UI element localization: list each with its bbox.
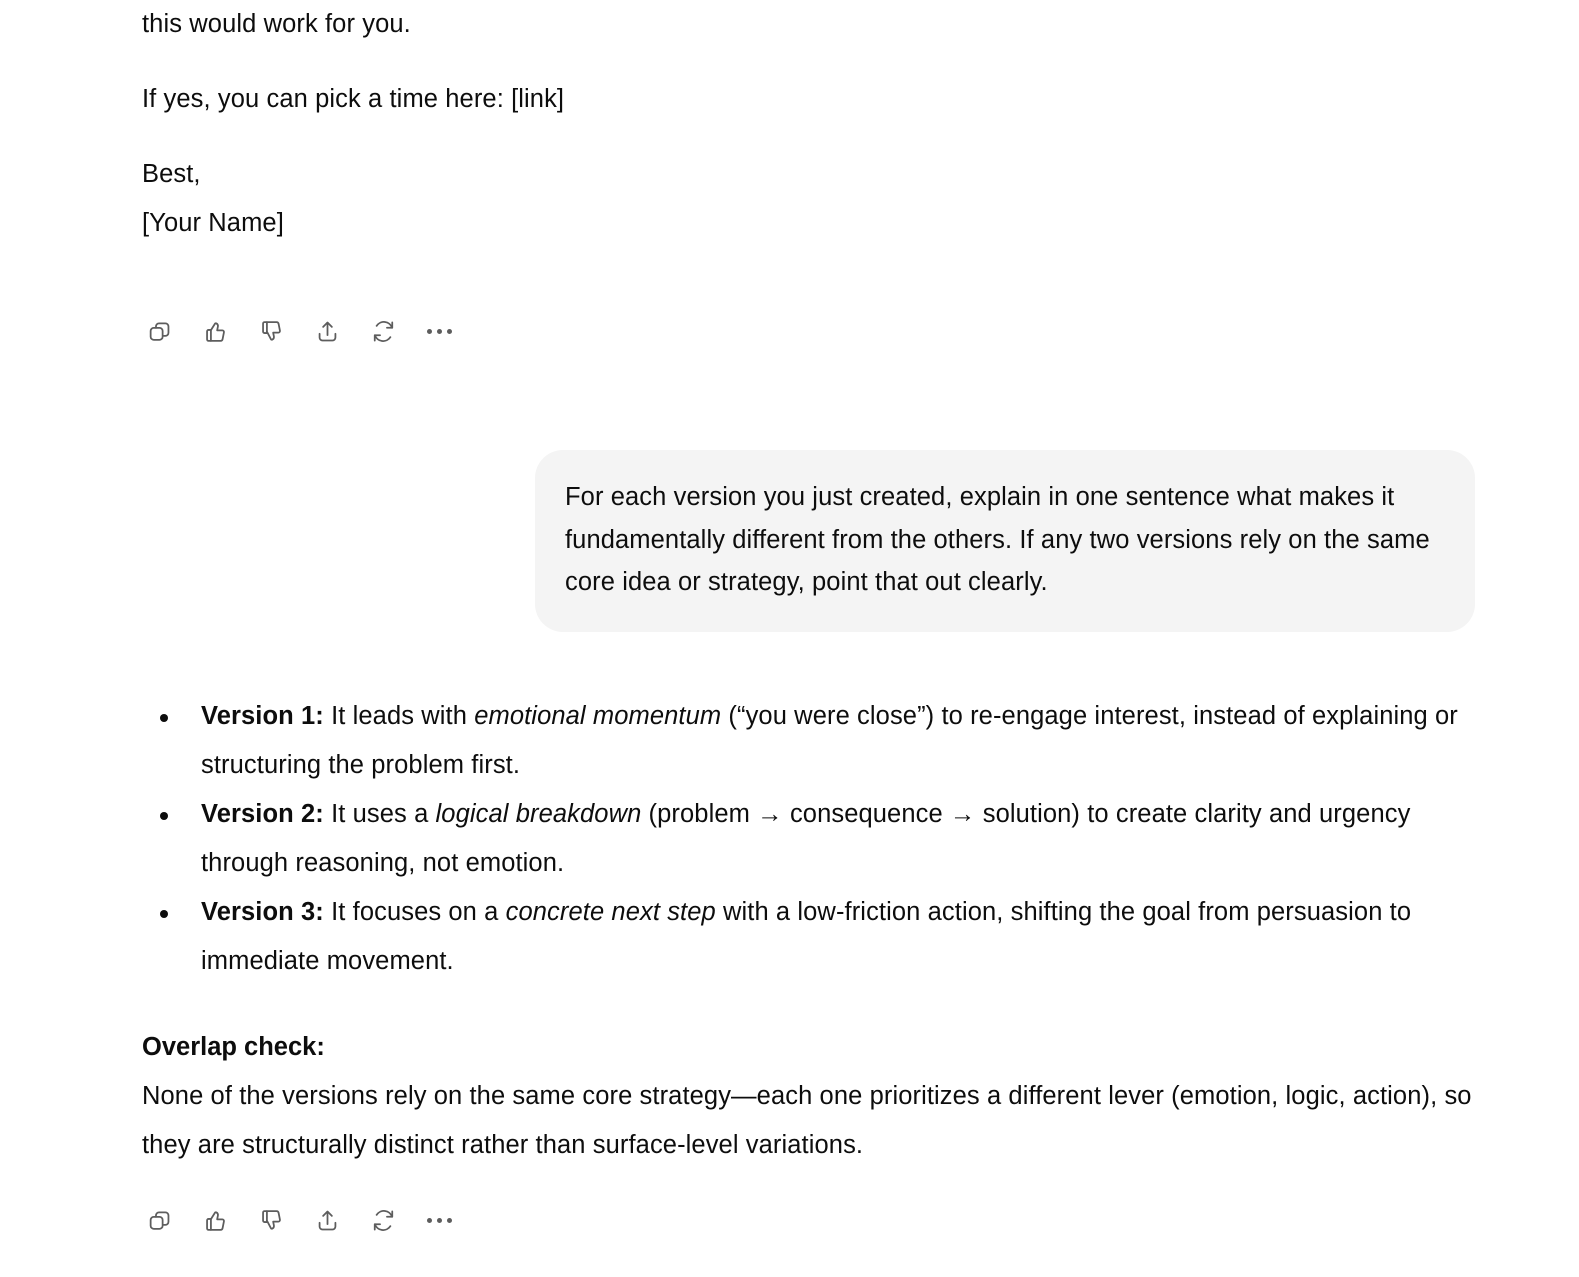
more-horizontal-icon bbox=[427, 1218, 452, 1223]
version-emphasis: logical breakdown bbox=[435, 799, 642, 828]
share-button[interactable] bbox=[310, 314, 344, 348]
thumbs-up-icon bbox=[203, 319, 228, 344]
list-item bbox=[142, 790, 1479, 888]
copy-icon bbox=[147, 319, 172, 344]
regenerate-icon bbox=[371, 319, 396, 344]
version-emphasis: emotional momentum bbox=[474, 701, 722, 730]
version-text-post: (problem → consequence → solution) to create clarity and urgency through reasoning, not emotion. bbox=[201, 799, 1411, 877]
list-item bbox=[142, 888, 1479, 986]
version-text-post: with a low-friction action, shifting the goal from persuasion to immediate movement. bbox=[201, 897, 1412, 975]
share-button[interactable] bbox=[310, 1204, 344, 1238]
copy-button[interactable] bbox=[142, 1204, 176, 1238]
overlap-check-body: None of the versions rely on the same core strategy—each one prioritizes a different lever (emotion, logic, action), so they are structurally distinct rather than surface-level variations. bbox=[142, 1081, 1472, 1159]
assistant-paragraph: If yes, you can pick a time here: [link] bbox=[142, 85, 565, 113]
version-text-pre: It leads with bbox=[323, 701, 475, 730]
more-options-button[interactable] bbox=[422, 1204, 456, 1238]
thumbs-up-button[interactable] bbox=[198, 314, 232, 348]
version-emphasis: concrete next step bbox=[505, 897, 716, 926]
assistant-message-bottom bbox=[0, 692, 1579, 1170]
assistant-signoff bbox=[142, 150, 1479, 248]
thumbs-down-icon bbox=[259, 319, 284, 344]
message-action-bar-bottom bbox=[0, 1198, 1579, 1244]
thumbs-up-icon bbox=[203, 1208, 228, 1233]
thumbs-up-button[interactable] bbox=[198, 1204, 232, 1238]
version-label: Version 3: bbox=[201, 897, 324, 926]
user-message-row bbox=[0, 450, 1579, 632]
more-options-button[interactable] bbox=[422, 314, 456, 348]
list-item bbox=[142, 692, 1479, 790]
signoff-line-1: Best, bbox=[142, 160, 201, 188]
message-action-bar-top bbox=[0, 308, 1579, 354]
version-label: Version 2: bbox=[201, 799, 324, 828]
version-text-pre: It focuses on a bbox=[323, 897, 506, 926]
regenerate-button[interactable] bbox=[366, 1204, 400, 1238]
more-horizontal-icon bbox=[427, 329, 452, 334]
signoff-line-2: [Your Name] bbox=[142, 209, 284, 237]
regenerate-button[interactable] bbox=[366, 314, 400, 348]
user-message-text: For each version you just created, explain in one sentence what makes it fundamentally different from the others. If any two versions rely on the same core idea or strategy, point that out clearly. bbox=[565, 483, 1430, 596]
copy-icon bbox=[147, 1208, 172, 1233]
assistant-paragraph: this would work for you. bbox=[142, 10, 411, 38]
share-upload-icon bbox=[315, 319, 340, 344]
assistant-message-top bbox=[0, 0, 1579, 248]
thumbs-down-button[interactable] bbox=[254, 1204, 288, 1238]
thumbs-down-icon bbox=[259, 1208, 284, 1233]
regenerate-icon bbox=[371, 1208, 396, 1233]
version-text-pre: It uses a bbox=[323, 799, 436, 828]
copy-button[interactable] bbox=[142, 314, 176, 348]
share-upload-icon bbox=[315, 1208, 340, 1233]
user-message-bubble[interactable] bbox=[535, 450, 1475, 632]
version-difference-list bbox=[142, 692, 1479, 986]
version-label: Version 1: bbox=[201, 701, 324, 730]
version-text-post: (“you were close”) to re-engage interest, instead of explaining or structuring the problem first. bbox=[201, 701, 1458, 779]
thumbs-down-button[interactable] bbox=[254, 314, 288, 348]
overlap-check-heading: Overlap check: bbox=[142, 1032, 325, 1061]
